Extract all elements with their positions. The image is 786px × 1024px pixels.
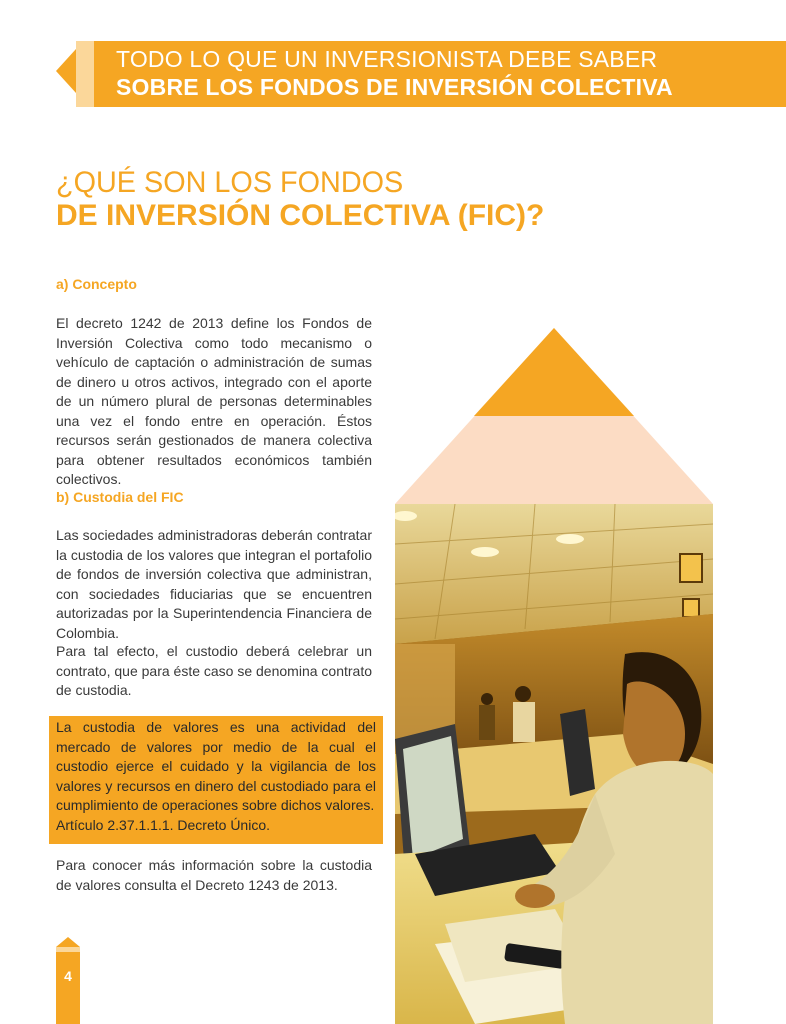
office-photo [395,504,713,1024]
pyramid-triangle-icon [395,328,713,504]
highlight-content [56,718,376,835]
page-marker [56,952,80,1024]
concepto-heading: a) Concepto [56,276,137,292]
custodia-paragraph-1: Las sociedades administradoras deberán contratar la custodia de los valores que integran el portafolio de fondos de inversión colectiva que administran, con sociedades fiduciarias que se encuentren autorizadas por la Superintendencia Financiera de Colombia. [56,527,372,641]
custodia-heading: b) Custodia del FIC [56,489,184,505]
page-title-line-1: ¿QUÉ SON LOS FONDOS [56,166,404,199]
banner-stripe [76,41,94,107]
custodia-paragraph-2: Para tal efecto, el custodio deberá celebrar un contrato, que para éste caso se denomina contrato de custodia. [56,643,372,698]
header-line-1: TODO LO QUE UN INVERSIONISTA DEBE SABER [116,46,658,72]
banner-arrow-icon [56,49,76,93]
highlight-paragraph: La custodia de valores es una actividad del mercado de valores por medio de la cual el custodio ejerce el cuidado y la vigilancia de los valores y recursos en dinero del custodiado para el cumplimiento de operaciones sobre dichos valores. [56,719,376,813]
highlight-reference: Artículo 2.37.1.1.1. Decreto Único. [56,816,270,833]
pencil-tip-icon [56,937,80,947]
page-title-line-2: DE INVERSIÓN COLECTIVA (FIC)? [56,199,545,232]
page-number: 4 [64,968,72,984]
header-banner [94,41,786,107]
header-line-2: SOBRE LOS FONDOS DE INVERSIÓN COLECTIVA [116,74,673,100]
concepto-paragraph: El decreto 1242 de 2013 define los Fondos de Inversión Colectiva como todo mecanismo o vehículo de captación o administración de sumas de dinero u otros activos, integrado con el aporte de un número plural de personas determinables una vez el fondo entre en operación. Éstos recursos serán gestionados de manera colectiva para obtener resultados económicos también colectivos. [56,315,372,487]
more-info-paragraph: Para conocer más información sobre la custodia de valores consulta el Decreto 1243 de 2013. [56,857,372,893]
